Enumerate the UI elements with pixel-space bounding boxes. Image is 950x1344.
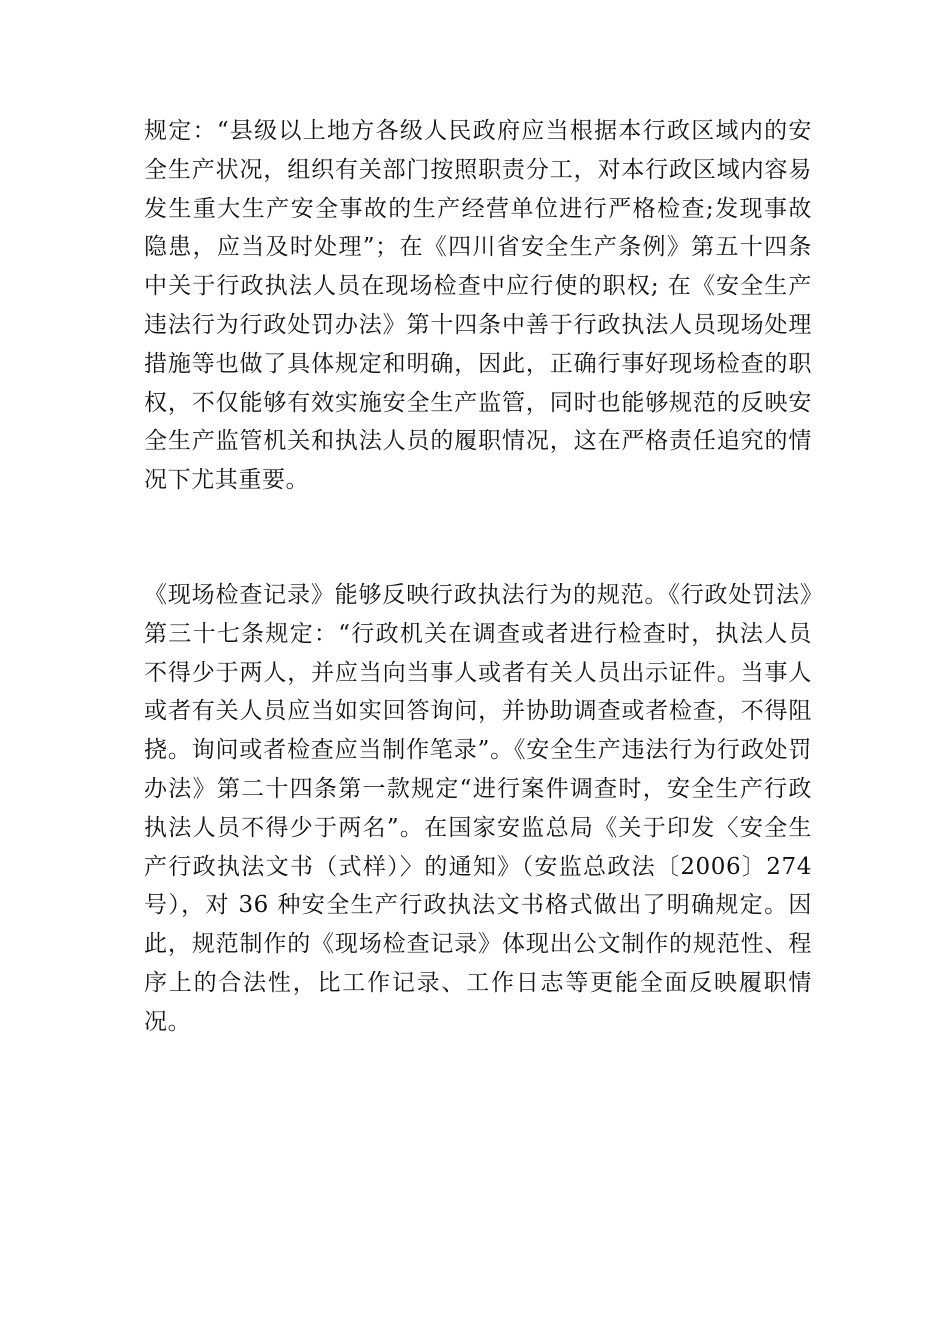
paragraph-1: 规定：“县级以上地方各级人民政府应当根据本行政区域内的安全生产状况，组织有关部门按照职责分工，对本行政区域内容易发生重大生产安全事故的生产经营单位进行严格检查;发现事故隐患，应当及时处理”；在《四川省安全生产条例》第五十四条中关于行政执法人员在现场检查中应行使的职权; 在《安全生产违法行为行政处罚办法》第十四条中善于行政执法人员现场处理措施等也做了具体规定和明确，因此，正确行事好现场检查的职权，不仅能够有效实施安全生产监管，同时也能够规范的反映安全生产监管机关和执法人员的履职情况，这在严格责任追究的情况下尤其重要。 xyxy=(144,118,812,494)
document-page xyxy=(144,112,812,1042)
paragraph-2: 《现场检查记录》能够反映行政执法行为的规范。《行政处罚法》第三十七条规定：“行政机关在调查或者进行检查时，执法人员不得少于两人，并应当向当事人或者有关人员出示证件。当事人或者有关人员应当如实回答询问，并协助调查或者检查，不得阻挠。询问或者检查应当制作笔录”。《安全生产违法行为行政处罚办法》第二十四条第一款规定“进行案件调查时，安全生产行政执法人员不得少于两名”。在国家安监总局《关于印发〈安全生产行政执法文书（式样）〉的通知》（安监总政法〔2006〕274 号），对 36 种安全生产行政执法文书格式做出了明确规定。因此，规范制作的《现场检查记录》体现出公文制作的规范性、程序上的合法性，比工作记录、工作日志等更能全面反映履职情况。 xyxy=(144,581,812,1035)
